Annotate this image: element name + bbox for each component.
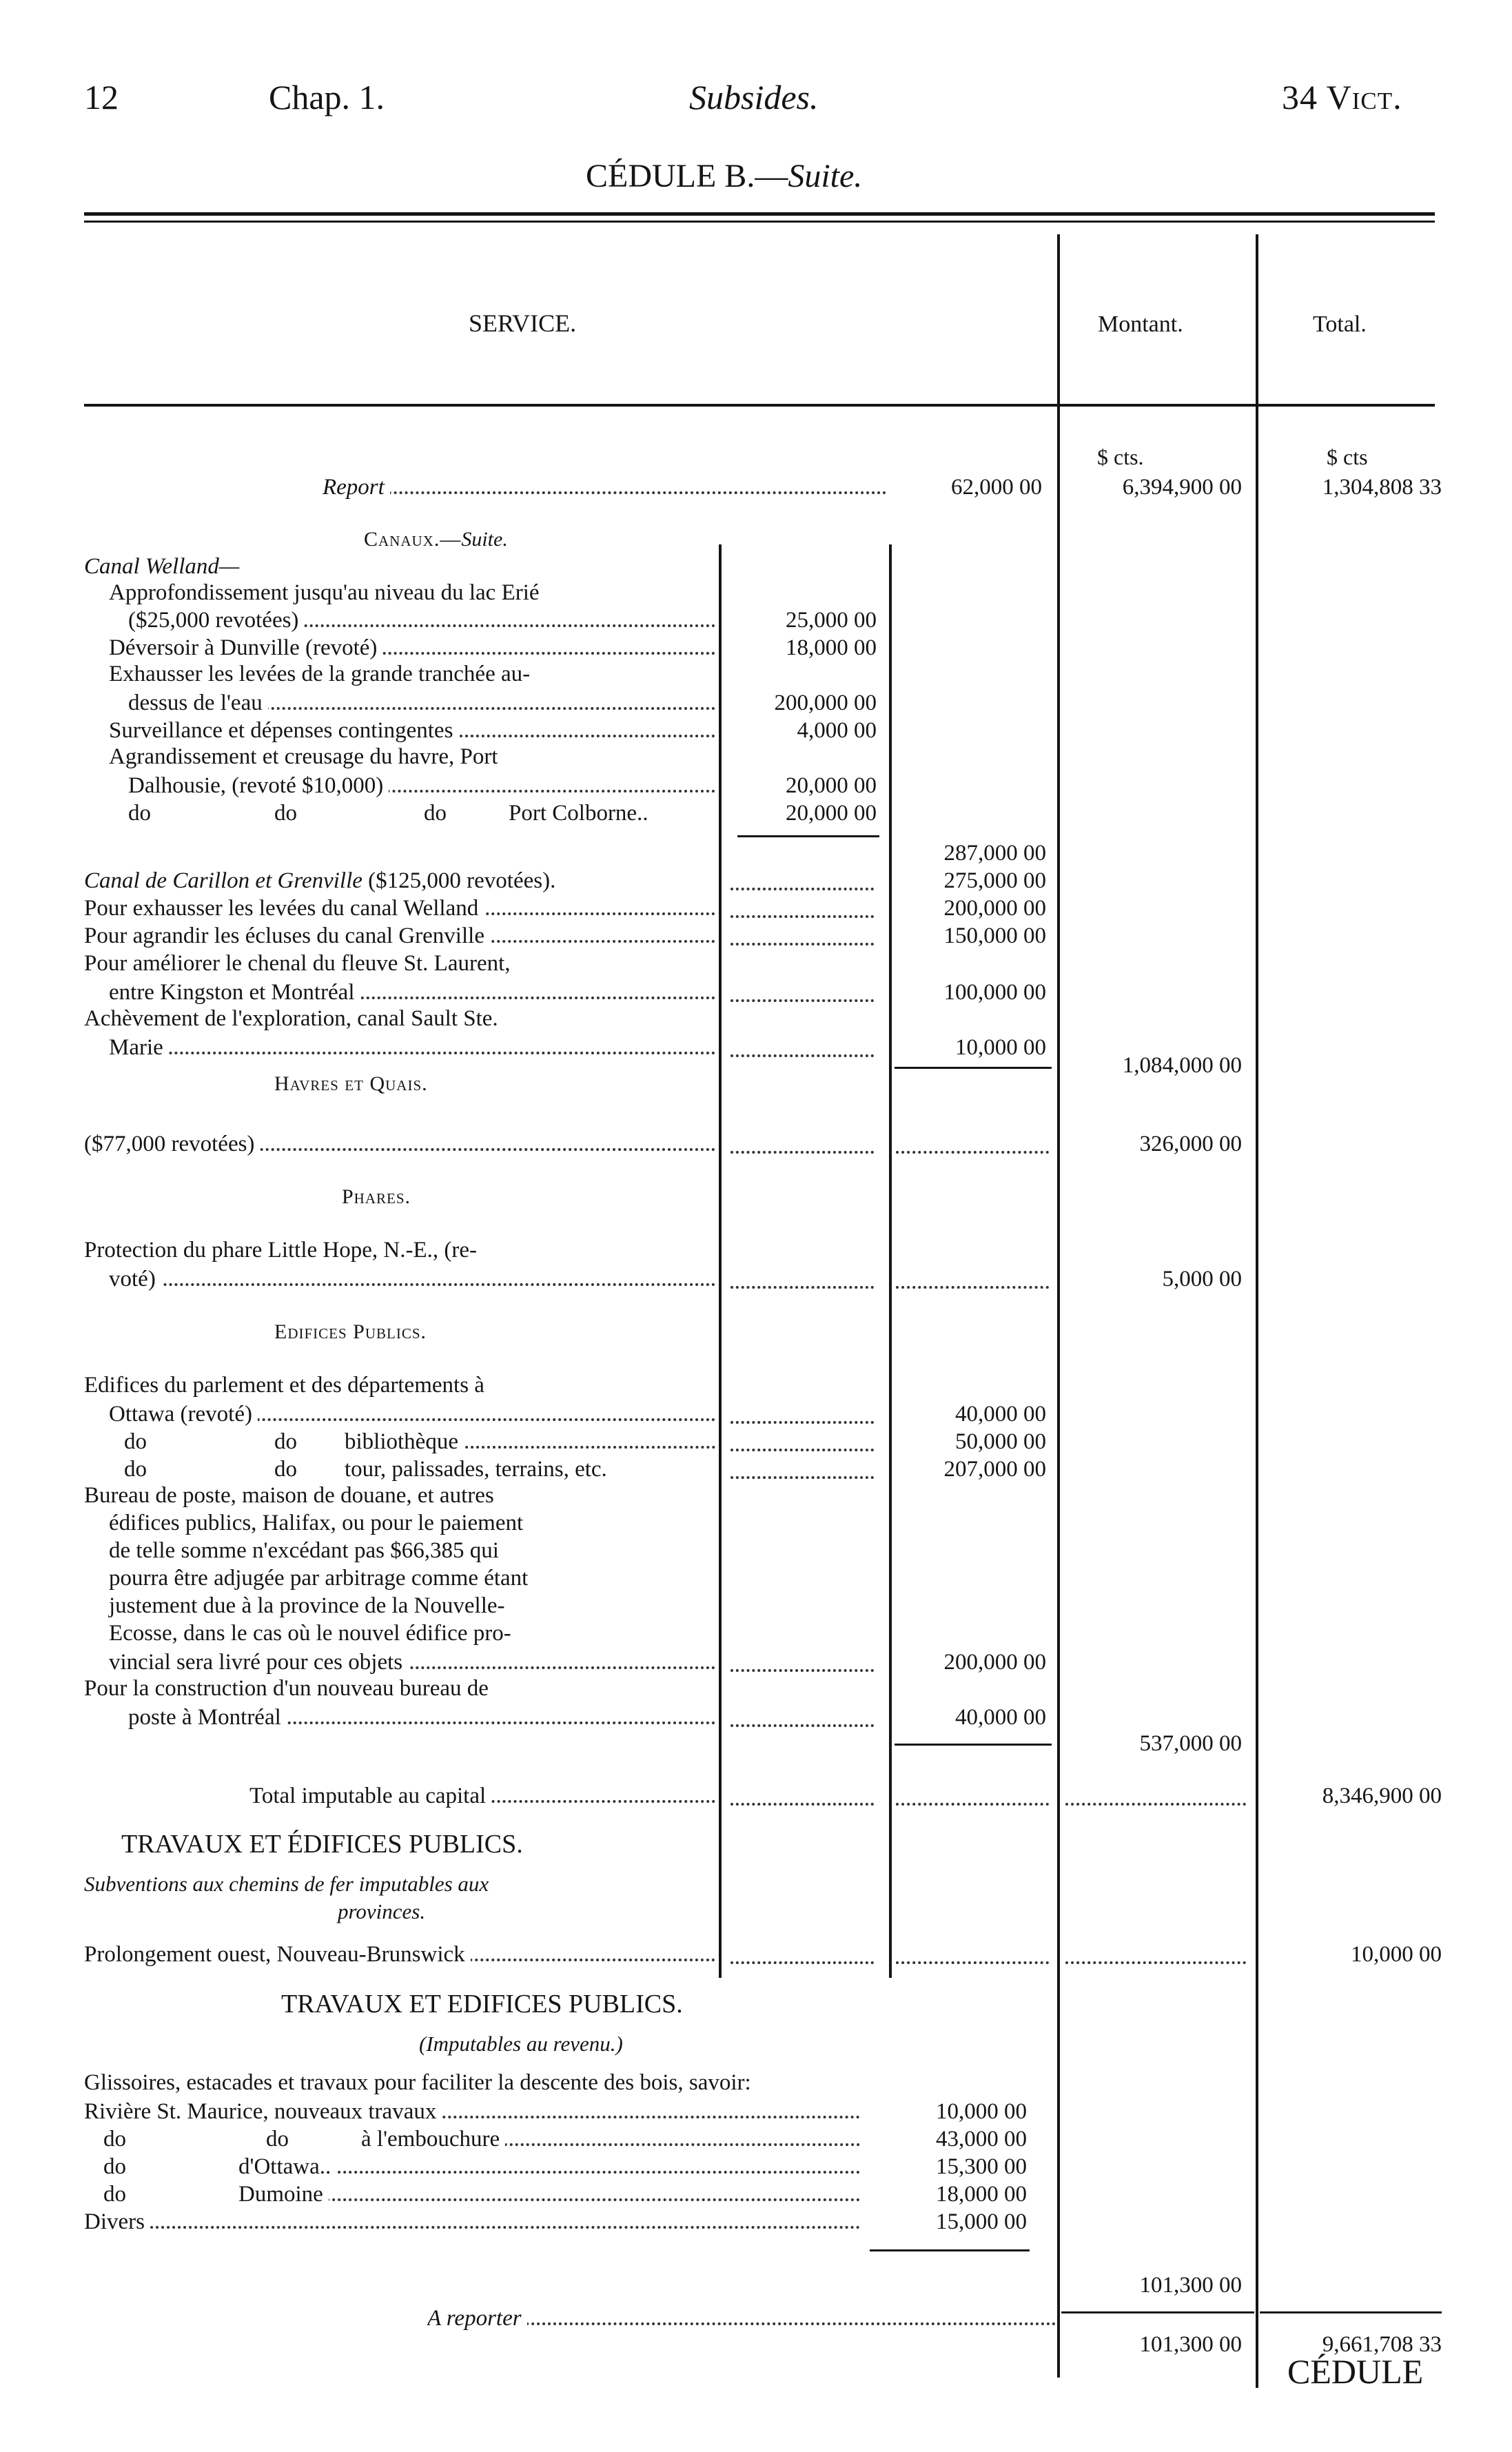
halifax-line1: Bureau de poste, maison de douane, et autres — [84, 1483, 494, 1508]
total-column-rule — [1256, 234, 1258, 2388]
welland-item-1: ($25,000 revotées) 25,000 00 — [128, 608, 877, 633]
halifax-line3: de telle somme n'excédant pas $66,385 qui — [109, 1538, 499, 1563]
travaux-heading-2: TRAVAUX ET EDIFICES PUBLICS. — [281, 1990, 683, 2019]
glissoire-st-maurice: Rivière St. Maurice, nouveaux travaux 10,000 00 — [84, 2099, 1027, 2124]
reporter-row: A reporter — [0, 2305, 1512, 2332]
revenu-subheading: (Imputables au revenu.) — [419, 2032, 623, 2056]
montreal-line1: Pour la construction d'un nouveau bureau de — [84, 1676, 489, 1701]
montant-unit: $ cts. — [1097, 445, 1144, 469]
welland-item-2: Déversoir à Dunville (revoté) 18,000 00 — [109, 635, 877, 660]
catchword: CÉDULE — [1287, 2352, 1424, 2391]
welland-item-1-line1: Approfondissement jusqu'au niveau du lac Erié — [109, 580, 540, 605]
edifices-parlement: Ottawa (revoté) 40,000 00 — [109, 1402, 1046, 1427]
welland-item-6: do do do Port Colborne.. 20,000 00 — [128, 801, 877, 826]
chapter-label: Chap. 1. — [269, 78, 385, 116]
schedule-title: CÉDULE B.—Suite. — [586, 158, 863, 194]
havres-heading: Havres et Quais. — [274, 1072, 428, 1095]
sault-ste-marie: Marie 10,000 00 — [109, 1035, 1046, 1060]
halifax-row: vincial sera livré pour ces objets 200,000 00 — [109, 1650, 1046, 1675]
glissoire-divers: Divers 15,000 00 — [84, 2209, 1027, 2234]
phares-line1: Protection du phare Little Hope, N.-E., (re- — [84, 1238, 477, 1263]
chenal-st-laurent: entre Kingston et Montréal 100,000 00 — [109, 980, 1046, 1005]
prolongement-row: Prolongement ouest, Nouveau-Brunswick 10,000 00 — [84, 1942, 1442, 1967]
welland-item-3: dessus de l'eau 200,000 00 — [128, 691, 877, 715]
capital-total-row: Total imputable au capital 8,346,900 00 — [249, 1784, 1442, 1808]
subventions-line1: Subventions aux chemins de fer imputables aux — [84, 1872, 489, 1896]
halifax-line6: Ecosse, dans le cas où le nouvel édifice pro- — [109, 1621, 511, 1646]
glissoire-ottawa: do d'Ottawa.. 15,300 00 — [103, 2154, 1027, 2179]
canal-welland-levees: Pour exhausser les levées du canal Welland 200,000 00 — [84, 896, 1046, 921]
halifax-line5: justement due à la province de la Nouvelle- — [109, 1593, 505, 1618]
glissoire-dumoine: do Dumoine 18,000 00 — [103, 2182, 1027, 2207]
travaux-heading-1: TRAVAUX ET ÉDIFICES PUBLICS. — [121, 1830, 523, 1859]
havres-row: ($77,000 revotées) 326,000 00 — [84, 1132, 1242, 1156]
chenal-line1: Pour améliorer le chenal du fleuve St. Laurent, — [84, 951, 511, 976]
welland-subtotal: 287,000 00 — [943, 841, 1046, 866]
top-rule — [84, 212, 1435, 216]
glissoires-intro: Glissoires, estacades et travaux pour faciliter la descente des bois, savoir: — [84, 2070, 751, 2095]
sault-line1: Achèvement de l'exploration, canal Sault Ste. — [84, 1006, 498, 1031]
reporter-values: 101,300 00 9,661,708 33 — [1139, 2332, 1442, 2357]
welland-item-5-line1: Agrandissement et creusage du havre, Port — [109, 744, 498, 769]
canal-carillon: Canal de Carillon et Grenville ($125,000 revotées). 275,000 00 — [84, 868, 1046, 893]
montreal-row: poste à Montréal 40,000 00 — [128, 1705, 1046, 1730]
welland-subtotal-rule — [737, 835, 879, 837]
subventions-line2: provinces. — [338, 1899, 426, 1923]
glissoires-subtotal-rule — [870, 2249, 1030, 2251]
edifices-tour: do do tour, palissades, terrains, etc. 207,000 00 — [124, 1457, 1046, 1482]
year-label: 34 Vict. — [1282, 78, 1402, 116]
inner-column-rule — [719, 544, 722, 1978]
halifax-line4: pourra être adjugée par arbitrage comme étant — [109, 1566, 529, 1591]
header-rule — [84, 404, 1435, 407]
canal-grenville-ecluses: Pour agrandir les écluses du canal Grenville 150,000 00 — [84, 923, 1046, 948]
welland-title: Canal Welland— — [84, 554, 240, 579]
top-rule-thin — [84, 221, 1435, 223]
edifices-total: 537,000 00 — [1139, 1731, 1242, 1756]
total-header: Total. — [1313, 311, 1367, 337]
edifices-bibliotheque: do do bibliothèque 50,000 00 — [124, 1429, 1046, 1454]
canaux-total: 1,084,000 00 — [1122, 1053, 1242, 1078]
edifices-heading: Edifices Publics. — [274, 1320, 427, 1343]
welland-item-4: Surveillance et dépenses contingentes 4,000 00 — [109, 718, 877, 743]
canaux-heading: Canaux.—Suite. — [364, 528, 508, 551]
inner-column-rule-2 — [889, 544, 892, 1978]
total-unit: $ cts — [1327, 445, 1368, 469]
glissoires-subtotal: 101,300 00 — [1139, 2273, 1242, 2298]
phares-heading: Phares. — [342, 1185, 411, 1208]
glissoire-embouchure: do do à l'embouchure 43,000 00 — [103, 2127, 1027, 2152]
service-header: SERVICE. — [469, 309, 577, 337]
halifax-line2: édifices publics, Halifax, ou pour le paiement — [109, 1511, 524, 1535]
welland-item-5: Dalhousie, (revoté $10,000) 20,000 00 — [128, 773, 877, 798]
welland-item-3-line1: Exhausser les levées de la grande tranchée au- — [109, 662, 531, 686]
running-title: Subsides. — [689, 78, 819, 116]
montant-column-rule — [1057, 234, 1060, 2378]
montant-header: Montant. — [1098, 311, 1183, 337]
phares-row: voté) 5,000 00 — [109, 1267, 1242, 1291]
report-row: Report 62,000 00 6,394,900 00 1,304,808 33 — [323, 475, 1442, 500]
page-number: 12 — [84, 78, 119, 116]
edifices-line1: Edifices du parlement et des départements à — [84, 1373, 484, 1398]
